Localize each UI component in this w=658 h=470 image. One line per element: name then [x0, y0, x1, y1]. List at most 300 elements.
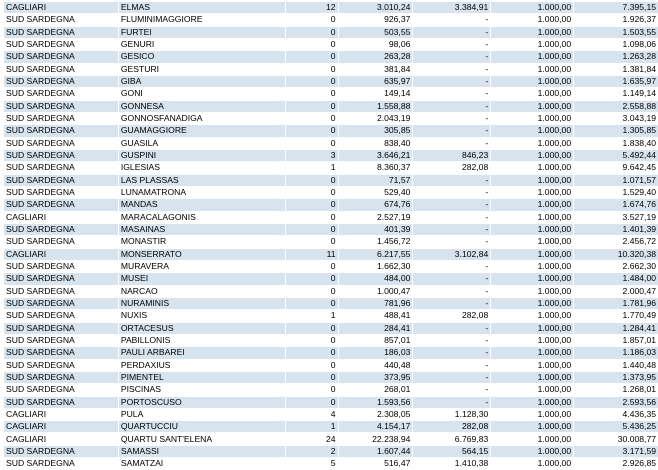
comune-cell: GONNOSFANADIGA [118, 112, 285, 124]
total-cell: 1.503,55 [574, 26, 658, 38]
amount-a-cell: 674,76 [338, 199, 413, 211]
amount-c-cell: 1.000,00 [491, 359, 574, 371]
amount-b-cell: - [413, 137, 491, 149]
count-cell: 24 [285, 433, 338, 445]
amount-c-cell: 1.000,00 [491, 408, 574, 420]
table-row [4, 137, 658, 149]
amount-c-cell: 1.000,00 [491, 260, 574, 272]
amount-c-cell: 1.000,00 [491, 174, 574, 186]
total-cell: 1.098,06 [574, 38, 658, 50]
total-cell: 1.484,00 [574, 273, 658, 285]
amount-a-cell: 401,39 [338, 223, 413, 235]
provincia-cell: SUD SARDEGNA [4, 88, 118, 100]
provincia-cell: CAGLIARI [4, 248, 118, 260]
total-cell: 1.373,95 [574, 371, 658, 383]
table-row [4, 433, 658, 445]
amount-a-cell: 186,03 [338, 347, 413, 359]
comune-cell: FLUMINIMAGGIORE [118, 14, 285, 26]
amount-b-cell: - [413, 371, 491, 383]
table-row [4, 384, 658, 396]
amount-c-cell: 1.000,00 [491, 433, 574, 445]
comune-cell: PISCINAS [118, 384, 285, 396]
comune-cell: SAMASSI [118, 445, 285, 457]
amount-c-cell: 1.000,00 [491, 285, 574, 297]
amount-b-cell: - [413, 211, 491, 223]
comune-cell: IGLESIAS [118, 162, 285, 174]
count-cell: 0 [285, 26, 338, 38]
total-cell: 1.268,01 [574, 384, 658, 396]
amount-b-cell: - [413, 112, 491, 124]
amount-b-cell: - [413, 273, 491, 285]
count-cell: 0 [285, 384, 338, 396]
count-cell: 0 [285, 112, 338, 124]
count-cell: 0 [285, 347, 338, 359]
total-cell: 1.381,84 [574, 63, 658, 75]
comune-cell: GENURI [118, 38, 285, 50]
provincia-cell: CAGLIARI [4, 433, 118, 445]
table-row [4, 112, 658, 124]
count-cell: 0 [285, 75, 338, 87]
amount-c-cell: 1.000,00 [491, 162, 574, 174]
amount-c-cell: 1.000,00 [491, 88, 574, 100]
comune-cell: FURTEI [118, 26, 285, 38]
count-cell: 2 [285, 445, 338, 457]
amount-a-cell: 838,40 [338, 137, 413, 149]
amount-b-cell: - [413, 38, 491, 50]
provincia-cell: SUD SARDEGNA [4, 100, 118, 112]
provincia-cell: SUD SARDEGNA [4, 26, 118, 38]
total-cell: 2.000,47 [574, 285, 658, 297]
comune-cell: GIBA [118, 75, 285, 87]
total-cell: 2.662,30 [574, 260, 658, 272]
table-row [4, 421, 658, 433]
amount-b-cell: - [413, 260, 491, 272]
amount-b-cell: - [413, 51, 491, 63]
count-cell: 0 [285, 125, 338, 137]
table-row [4, 371, 658, 383]
amount-b-cell: - [413, 174, 491, 186]
provincia-cell: SUD SARDEGNA [4, 297, 118, 309]
amount-c-cell: 1.000,00 [491, 63, 574, 75]
total-cell: 2.558,88 [574, 100, 658, 112]
amount-b-cell: - [413, 88, 491, 100]
amount-b-cell: 3.384,91 [413, 2, 491, 14]
count-cell: 1 [285, 421, 338, 433]
amount-c-cell: 1.000,00 [491, 112, 574, 124]
count-cell: 12 [285, 2, 338, 14]
table-row [4, 248, 658, 260]
amount-c-cell: 1.000,00 [491, 100, 574, 112]
comune-cell: LAS PLASSAS [118, 174, 285, 186]
table-row [4, 211, 658, 223]
amount-b-cell: 1.410,38 [413, 458, 491, 470]
count-cell: 0 [285, 51, 338, 63]
amount-c-cell: 1.000,00 [491, 38, 574, 50]
count-cell: 0 [285, 88, 338, 100]
total-cell: 1.781,96 [574, 297, 658, 309]
amount-b-cell: - [413, 384, 491, 396]
provincia-cell: SUD SARDEGNA [4, 174, 118, 186]
amount-b-cell: 282,08 [413, 162, 491, 174]
comune-cell: MUSEI [118, 273, 285, 285]
table-row [4, 458, 658, 470]
amount-b-cell: - [413, 125, 491, 137]
count-cell: 0 [285, 260, 338, 272]
provincia-cell: SUD SARDEGNA [4, 285, 118, 297]
table-row [4, 26, 658, 38]
amount-a-cell: 98,06 [338, 38, 413, 50]
table-row [4, 88, 658, 100]
total-cell: 1.440,48 [574, 359, 658, 371]
provincia-cell: SUD SARDEGNA [4, 347, 118, 359]
amount-a-cell: 373,95 [338, 371, 413, 383]
count-cell: 0 [285, 174, 338, 186]
amount-a-cell: 4.154,17 [338, 421, 413, 433]
amount-a-cell: 2.043,19 [338, 112, 413, 124]
table-row [4, 63, 658, 75]
count-cell: 0 [285, 199, 338, 211]
count-cell: 1 [285, 310, 338, 322]
amount-a-cell: 1.593,56 [338, 396, 413, 408]
table-row [4, 100, 658, 112]
amount-b-cell: - [413, 100, 491, 112]
total-cell: 1.149,14 [574, 88, 658, 100]
table-row [4, 2, 658, 14]
comune-cell: PORTOSCUSO [118, 396, 285, 408]
comune-cell: ELMAS [118, 2, 285, 14]
total-cell: 1.674,76 [574, 199, 658, 211]
count-cell: 0 [285, 322, 338, 334]
count-cell: 0 [285, 236, 338, 248]
total-cell: 5.492,44 [574, 149, 658, 161]
amount-a-cell: 305,85 [338, 125, 413, 137]
count-cell: 0 [285, 186, 338, 198]
amount-c-cell: 1.000,00 [491, 396, 574, 408]
comune-cell: GESICO [118, 51, 285, 63]
comune-cell: GONI [118, 88, 285, 100]
total-cell: 30.008,77 [574, 433, 658, 445]
amount-c-cell: 1.000,00 [491, 310, 574, 322]
table-row [4, 396, 658, 408]
total-cell: 2.456,72 [574, 236, 658, 248]
total-cell: 5.436,25 [574, 421, 658, 433]
count-cell: 0 [285, 14, 338, 26]
comune-cell: NURAMINIS [118, 297, 285, 309]
comune-cell: PIMENTEL [118, 371, 285, 383]
provincia-cell: CAGLIARI [4, 2, 118, 14]
amount-c-cell: 1.000,00 [491, 199, 574, 211]
amount-a-cell: 3.646,21 [338, 149, 413, 161]
provincia-cell: SUD SARDEGNA [4, 223, 118, 235]
count-cell: 0 [285, 359, 338, 371]
amount-c-cell: 1.000,00 [491, 51, 574, 63]
amount-a-cell: 284,41 [338, 322, 413, 334]
provincia-cell: CAGLIARI [4, 408, 118, 420]
amount-a-cell: 1.000,47 [338, 285, 413, 297]
table-row [4, 149, 658, 161]
count-cell: 4 [285, 408, 338, 420]
table-row [4, 236, 658, 248]
provincia-cell: SUD SARDEGNA [4, 199, 118, 211]
amount-c-cell: 1.000,00 [491, 223, 574, 235]
total-cell: 1.284,41 [574, 322, 658, 334]
amount-a-cell: 381,84 [338, 63, 413, 75]
provincia-cell: SUD SARDEGNA [4, 310, 118, 322]
amount-c-cell: 1.000,00 [491, 384, 574, 396]
comune-cell: GUAMAGGIORE [118, 125, 285, 137]
provincia-cell: SUD SARDEGNA [4, 186, 118, 198]
count-cell: 11 [285, 248, 338, 260]
total-cell: 10.320,38 [574, 248, 658, 260]
provincia-cell: SUD SARDEGNA [4, 371, 118, 383]
amount-b-cell: 846,23 [413, 149, 491, 161]
comune-cell: PULA [118, 408, 285, 420]
provincia-cell: SUD SARDEGNA [4, 149, 118, 161]
table-row [4, 445, 658, 457]
provincia-cell: SUD SARDEGNA [4, 125, 118, 137]
count-cell: 0 [285, 297, 338, 309]
total-cell: 1.529,40 [574, 186, 658, 198]
amount-c-cell: 1.000,00 [491, 334, 574, 346]
total-cell: 9.642,45 [574, 162, 658, 174]
amount-a-cell: 488,41 [338, 310, 413, 322]
count-cell: 5 [285, 458, 338, 470]
amount-a-cell: 2.308,05 [338, 408, 413, 420]
table-row [4, 273, 658, 285]
provincia-cell: SUD SARDEGNA [4, 137, 118, 149]
amount-b-cell: 1.128,30 [413, 408, 491, 420]
amount-c-cell: 1.000,00 [491, 273, 574, 285]
provincia-cell: SUD SARDEGNA [4, 63, 118, 75]
amount-c-cell: 1.000,00 [491, 236, 574, 248]
amount-a-cell: 268,01 [338, 384, 413, 396]
amount-b-cell: - [413, 186, 491, 198]
comune-cell: PABILLONIS [118, 334, 285, 346]
comune-cell: MURAVERA [118, 260, 285, 272]
table-row [4, 186, 658, 198]
amount-b-cell: 6.769,83 [413, 433, 491, 445]
amount-b-cell: - [413, 199, 491, 211]
provincia-cell: SUD SARDEGNA [4, 458, 118, 470]
table-row [4, 408, 658, 420]
amount-a-cell: 503,55 [338, 26, 413, 38]
amount-c-cell: 1.000,00 [491, 125, 574, 137]
count-cell: 0 [285, 63, 338, 75]
count-cell: 0 [285, 211, 338, 223]
amount-c-cell: 1.000,00 [491, 186, 574, 198]
provincia-cell: SUD SARDEGNA [4, 445, 118, 457]
provincia-cell: SUD SARDEGNA [4, 236, 118, 248]
comune-cell: GUASILA [118, 137, 285, 149]
amount-b-cell: - [413, 285, 491, 297]
amount-b-cell: - [413, 223, 491, 235]
total-cell: 1.305,85 [574, 125, 658, 137]
total-cell: 3.171,59 [574, 445, 658, 457]
count-cell: 0 [285, 273, 338, 285]
count-cell: 0 [285, 100, 338, 112]
amount-b-cell: - [413, 334, 491, 346]
amount-c-cell: 1.000,00 [491, 248, 574, 260]
comune-cell: MANDAS [118, 199, 285, 211]
amount-c-cell: 1.000,00 [491, 458, 574, 470]
amount-c-cell: 1.000,00 [491, 2, 574, 14]
table-row [4, 297, 658, 309]
amount-b-cell: - [413, 26, 491, 38]
amount-c-cell: 1.000,00 [491, 137, 574, 149]
provincia-cell: SUD SARDEGNA [4, 112, 118, 124]
count-cell: 3 [285, 149, 338, 161]
amount-a-cell: 781,96 [338, 297, 413, 309]
table-row [4, 260, 658, 272]
total-cell: 1.401,39 [574, 223, 658, 235]
provincia-cell: SUD SARDEGNA [4, 75, 118, 87]
comune-cell: GUSPINI [118, 149, 285, 161]
count-cell: 1 [285, 162, 338, 174]
provincia-cell: SUD SARDEGNA [4, 162, 118, 174]
amount-b-cell: - [413, 396, 491, 408]
amount-c-cell: 1.000,00 [491, 347, 574, 359]
total-cell: 1.770,49 [574, 310, 658, 322]
comune-cell: ORTACESUS [118, 322, 285, 334]
comune-cell: NARCAO [118, 285, 285, 297]
provincia-cell: SUD SARDEGNA [4, 384, 118, 396]
comune-cell: LUNAMATRONA [118, 186, 285, 198]
provincia-cell: SUD SARDEGNA [4, 273, 118, 285]
comune-cell: GESTURI [118, 63, 285, 75]
table-row [4, 310, 658, 322]
amount-a-cell: 1.662,30 [338, 260, 413, 272]
count-cell: 0 [285, 38, 338, 50]
total-cell: 1.186,03 [574, 347, 658, 359]
amount-b-cell: 564,15 [413, 445, 491, 457]
count-cell: 0 [285, 371, 338, 383]
comune-cell: PERDAXIUS [118, 359, 285, 371]
total-cell: 1.926,37 [574, 14, 658, 26]
amount-a-cell: 2.527,19 [338, 211, 413, 223]
amount-a-cell: 516,47 [338, 458, 413, 470]
amount-c-cell: 1.000,00 [491, 297, 574, 309]
provincia-cell: SUD SARDEGNA [4, 38, 118, 50]
amount-a-cell: 1.456,72 [338, 236, 413, 248]
amount-a-cell: 484,00 [338, 273, 413, 285]
table-row [4, 322, 658, 334]
amount-c-cell: 1.000,00 [491, 421, 574, 433]
amount-a-cell: 8.360,37 [338, 162, 413, 174]
provincia-cell: SUD SARDEGNA [4, 51, 118, 63]
amount-a-cell: 857,01 [338, 334, 413, 346]
table-row [4, 223, 658, 235]
amount-b-cell: - [413, 347, 491, 359]
amount-a-cell: 1.558,88 [338, 100, 413, 112]
comune-cell: QUARTUCCIU [118, 421, 285, 433]
amount-c-cell: 1.000,00 [491, 149, 574, 161]
table-row [4, 14, 658, 26]
total-cell: 7.395,15 [574, 2, 658, 14]
amount-a-cell: 149,14 [338, 88, 413, 100]
comune-cell: NUXIS [118, 310, 285, 322]
table-row [4, 285, 658, 297]
comune-cell: MASAINAS [118, 223, 285, 235]
comune-cell: SAMATZAI [118, 458, 285, 470]
count-cell: 0 [285, 223, 338, 235]
comune-cell: QUARTU SANT'ELENA [118, 433, 285, 445]
total-cell: 1.263,28 [574, 51, 658, 63]
amount-b-cell: - [413, 14, 491, 26]
total-cell: 1.071,57 [574, 174, 658, 186]
table-row [4, 162, 658, 174]
provincia-cell: SUD SARDEGNA [4, 14, 118, 26]
amount-c-cell: 1.000,00 [491, 371, 574, 383]
table-body [4, 2, 658, 470]
provincia-cell: SUD SARDEGNA [4, 359, 118, 371]
amount-c-cell: 1.000,00 [491, 14, 574, 26]
amount-a-cell: 529,40 [338, 186, 413, 198]
total-cell: 1.838,40 [574, 137, 658, 149]
provincia-cell: SUD SARDEGNA [4, 260, 118, 272]
amount-c-cell: 1.000,00 [491, 445, 574, 457]
count-cell: 0 [285, 396, 338, 408]
amount-b-cell: - [413, 75, 491, 87]
total-cell: 1.857,01 [574, 334, 658, 346]
amount-a-cell: 6.217,55 [338, 248, 413, 260]
count-cell: 0 [285, 334, 338, 346]
comune-cell: MARACALAGONIS [118, 211, 285, 223]
provincia-cell: SUD SARDEGNA [4, 322, 118, 334]
provincia-cell: SUD SARDEGNA [4, 396, 118, 408]
provincia-cell: CAGLIARI [4, 421, 118, 433]
comune-cell: GONNESA [118, 100, 285, 112]
comuni-table [4, 2, 658, 470]
amount-a-cell: 263,28 [338, 51, 413, 63]
amount-b-cell: - [413, 63, 491, 75]
amount-b-cell: - [413, 297, 491, 309]
total-cell: 3.043,19 [574, 112, 658, 124]
table-row [4, 38, 658, 50]
count-cell: 0 [285, 285, 338, 297]
count-cell: 0 [285, 137, 338, 149]
total-cell: 2.593,56 [574, 396, 658, 408]
amount-b-cell: 3.102,84 [413, 248, 491, 260]
amount-a-cell: 1.607,44 [338, 445, 413, 457]
amount-a-cell: 926,37 [338, 14, 413, 26]
provincia-cell: SUD SARDEGNA [4, 334, 118, 346]
total-cell: 1.635,97 [574, 75, 658, 87]
total-cell: 3.527,19 [574, 211, 658, 223]
comune-cell: MONSERRATO [118, 248, 285, 260]
amount-c-cell: 1.000,00 [491, 75, 574, 87]
amount-b-cell: - [413, 359, 491, 371]
total-cell: 4.436,35 [574, 408, 658, 420]
amount-c-cell: 1.000,00 [491, 211, 574, 223]
amount-c-cell: 1.000,00 [491, 322, 574, 334]
table-row [4, 199, 658, 211]
amount-a-cell: 440,48 [338, 359, 413, 371]
table-row [4, 347, 658, 359]
amount-b-cell: - [413, 322, 491, 334]
table-row [4, 125, 658, 137]
table-row [4, 75, 658, 87]
total-cell: 2.926,85 [574, 458, 658, 470]
amount-a-cell: 71,57 [338, 174, 413, 186]
amount-b-cell: - [413, 236, 491, 248]
table-row [4, 174, 658, 186]
comune-cell: MONASTIR [118, 236, 285, 248]
provincia-cell: CAGLIARI [4, 211, 118, 223]
amount-b-cell: 282,08 [413, 421, 491, 433]
amount-b-cell: 282,08 [413, 310, 491, 322]
table-row [4, 359, 658, 371]
table-row [4, 51, 658, 63]
